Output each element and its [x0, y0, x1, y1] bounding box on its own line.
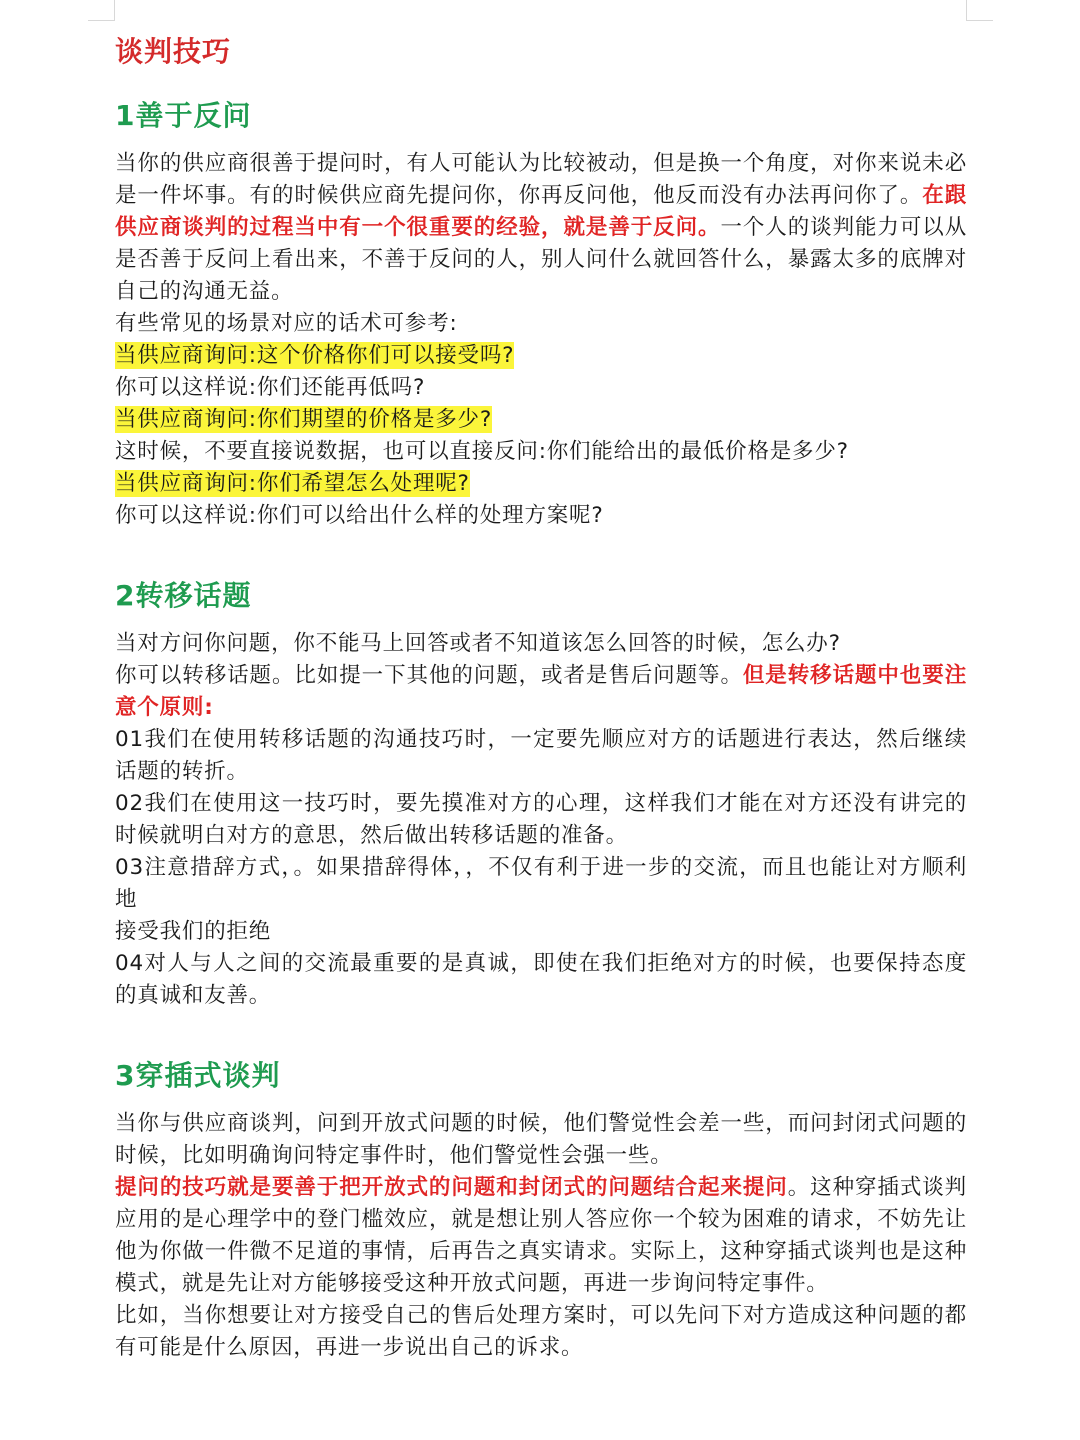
text-segment: 你可以转移话题。比如提一下其他的问题，或者是售后问题等。: [115, 663, 743, 688]
text-segment: 有些常见的场景对应的话术可参考:: [115, 311, 458, 336]
section-heading: 1善于反问: [115, 99, 252, 132]
text-segment: 当你的供应商很善于提问时，有人可能认为比较被动，但是换一个角度，对你来说未必是一件坏事。有的时候供应商先提问你，你再反问他，他反而没有办法再问你了。: [115, 151, 967, 208]
paragraph: [115, 468, 967, 500]
paragraph: [115, 1300, 967, 1364]
text-segment: 你可以这样说:你们还能再低吗?: [115, 375, 426, 400]
text-segment: 接受我们的拒绝: [115, 919, 272, 944]
emphasis-text: 但是转移话题中也要注意个原则:: [115, 663, 967, 720]
section: [115, 92, 967, 532]
emphasis-text: 提问的技巧就是要善于把开放式的问题和封闭式的问题结合起来提问: [115, 1175, 788, 1200]
text-segment: 01我们在使用转移话题的沟通技巧时，一定要先顺应对方的话题进行表达，然后继续话题的转折。: [115, 727, 967, 784]
paragraph: [115, 660, 967, 724]
page-corner-mark-right: [966, 0, 993, 21]
section-heading: 2转移话题: [115, 579, 252, 612]
highlighted-question: 当供应商询问:这个价格你们可以接受吗?: [115, 343, 515, 368]
paragraph: [115, 724, 967, 788]
paragraph: [115, 372, 967, 404]
highlighted-question: 当供应商询问:你们希望怎么处理呢?: [115, 471, 470, 496]
section: [115, 1052, 967, 1364]
text-segment: 一个人的谈判能力可以从是否善于反问上看出来，不善于反问的人，别人问什么就回答什么，暴露太多的底牌对自己的沟通无益。: [115, 215, 967, 304]
emphasis-text: 在跟供应商谈判的过程当中有一个很重要的经验，就是善于反问。: [115, 183, 967, 240]
section-body: [115, 1108, 967, 1364]
section: [115, 572, 967, 1012]
text-segment: 你可以这样说:你们可以给出什么样的处理方案呢?: [115, 503, 604, 528]
paragraph: [115, 340, 967, 372]
text-segment: 04对人与人之间的交流最重要的是真诚，即使在我们拒绝对方的时候，也要保持态度的真诚和友善。: [115, 951, 967, 1008]
paragraph: [115, 628, 967, 660]
text-segment: 这时候，不要直接说数据，也可以直接反问:你们能给出的最低价格是多少?: [115, 439, 849, 464]
paragraph: [115, 436, 967, 468]
text-segment: 02我们在使用这一技巧时，要先摸准对方的心理，这样我们才能在对方还没有讲完的时候就明白对方的意思，然后做出转移话题的准备。: [115, 791, 967, 848]
text-segment: 当你与供应商谈判，问到开放式问题的时候，他们警觉性会差一些，而问封闭式问题的时候，比如明确询问特定事件时，他们警觉性会强一些。: [115, 1111, 967, 1168]
text-segment: 当对方问你问题，你不能马上回答或者不知道该怎么回答的时候，怎么办?: [115, 631, 841, 656]
paragraph: [115, 500, 967, 532]
section-body: [115, 148, 967, 532]
text-segment: 比如，当你想要让对方接受自己的售后处理方案时，可以先问下对方造成这种问题的都有可能是什么原因，再进一步说出自己的诉求。: [115, 1303, 967, 1360]
paragraph: [115, 788, 967, 852]
paragraph: [115, 1172, 967, 1300]
paragraph: [115, 916, 967, 948]
page-corner-mark-left: [88, 0, 115, 21]
section-body: [115, 628, 967, 1012]
paragraph: [115, 948, 967, 1012]
text-segment: 03注意措辞方式，。如果措辞得体，，不仅有利于进一步的交流，而且也能让对方顺利地: [115, 855, 967, 912]
document-title: 谈判技巧: [115, 35, 232, 68]
document: [115, 32, 967, 1364]
paragraph: [115, 404, 967, 436]
sections: [115, 92, 967, 1364]
text-segment: 。这种穿插式谈判应用的是心理学中的登门槛效应，就是想让别人答应你一个较为困难的请求，不妨先让他为你做一件微不足道的事情，后再告之真实请求。实际上，这种穿插式谈判也是这种模式，就是先让对方能够接受这种开放式问题，再进一步询问特定事件。: [115, 1175, 967, 1296]
paragraph: [115, 148, 967, 308]
paragraph: [115, 852, 967, 916]
section-heading: 3穿插式谈判: [115, 1059, 281, 1092]
highlighted-question: 当供应商询问:你们期望的价格是多少?: [115, 407, 493, 432]
paragraph: [115, 1108, 967, 1172]
paragraph: [115, 308, 967, 340]
